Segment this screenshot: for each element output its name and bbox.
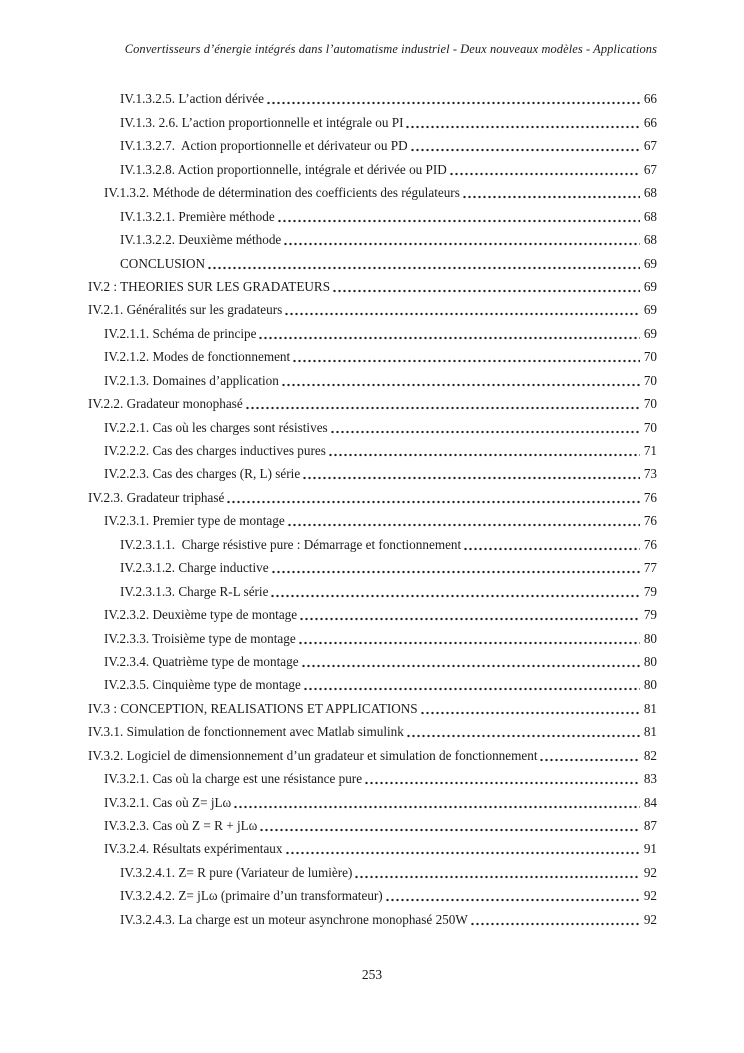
toc-entry-title: IV.2.3. Gradateur triphasé: [88, 489, 225, 505]
toc-entry-page: 80: [643, 677, 657, 693]
toc-entry: [88, 553, 657, 576]
toc-entry: [88, 154, 657, 177]
toc-entry-page: 67: [643, 138, 657, 154]
toc-entry: [88, 201, 657, 224]
toc-entry: [88, 295, 657, 318]
toc-entry-title: IV.1.3.2.7. Action proportionnelle et dérivateur ou PD: [120, 138, 408, 154]
dot-leader: [301, 655, 640, 670]
toc-entry-page: 92: [643, 888, 657, 904]
dot-leader: [283, 233, 640, 248]
toc-entry-title: IV.1.3.2.5. L’action dérivée: [120, 91, 264, 107]
toc-entry-title: IV.2.1.3. Domaines d’application: [104, 372, 279, 388]
toc-entry-title: IV.2.3.1.1. Charge résistive pure : Démarrage et fonctionnement: [120, 536, 462, 552]
toc-entry: [88, 459, 657, 482]
toc-entry-page: 69: [643, 255, 657, 271]
toc-entry-page: 73: [643, 466, 657, 482]
toc-entry-title: IV.1.3.2.8. Action proportionnelle, intégrale et dérivée ou PID: [120, 161, 447, 177]
toc-entry-page: 84: [643, 794, 657, 810]
toc-entry-page: 67: [643, 161, 657, 177]
toc-entry-page: 87: [643, 818, 657, 833]
toc-entry-page: 77: [643, 560, 657, 576]
toc-entry-title: IV.2.3.1.2. Charge inductive: [120, 560, 269, 576]
toc-entry: [88, 365, 657, 388]
toc-entry: [88, 506, 657, 529]
toc-entry: [88, 178, 657, 201]
dot-leader: [271, 561, 640, 576]
toc-entry-page: 76: [643, 489, 657, 505]
dot-leader: [270, 585, 640, 600]
toc-entry: [88, 787, 657, 810]
dot-leader: [405, 116, 640, 131]
toc-entry-page: 69: [643, 325, 657, 341]
toc-entry-page: 79: [643, 607, 657, 623]
toc-entry: [88, 623, 657, 646]
toc-entry: [88, 647, 657, 670]
dot-leader: [385, 889, 640, 904]
toc-entry-title: IV.1.3.2.1. Première méthode: [120, 208, 275, 224]
toc-entry-title: IV.2.1. Généralités sur les gradateurs: [88, 302, 283, 318]
dot-leader: [292, 350, 640, 365]
toc-entry-page: 80: [643, 653, 657, 669]
toc-entry: [88, 84, 657, 107]
toc-entry-title: IV.1.3.2.2. Deuxième méthode: [120, 232, 282, 248]
dot-leader: [332, 280, 640, 295]
dot-leader: [298, 632, 640, 647]
toc-entry-page: 81: [643, 724, 657, 740]
toc-entry: [88, 717, 657, 740]
toc-entry: [88, 342, 657, 365]
toc-entry: [88, 389, 657, 412]
dot-leader: [207, 257, 640, 272]
dot-leader: [449, 163, 640, 178]
toc-entry: [88, 412, 657, 435]
toc-entry-title: IV.2.3.5. Cinquième type de montage: [104, 677, 301, 693]
dot-leader: [259, 819, 640, 834]
toc-entry-page: 69: [643, 278, 657, 294]
toc-entry: [88, 764, 657, 787]
toc-entry-title: IV.3.1. Simulation de fonctionnement avec Matlab simulink: [88, 724, 404, 740]
toc-entry-page: 66: [643, 91, 657, 107]
toc-entry-page: 76: [643, 536, 657, 552]
toc-entry-title: IV.3.2.1. Cas où Z= jLω: [104, 794, 232, 810]
toc-entry-title: IV.2.2. Gradateur monophasé: [88, 396, 243, 412]
toc-entry-page: 92: [643, 911, 657, 927]
toc-entry-title: IV.2.3.3. Troisième type de montage: [104, 630, 296, 646]
toc-entry-title: IV.2.1.1. Schéma de principe: [104, 325, 257, 341]
toc-entry-page: 82: [643, 747, 657, 763]
toc-entry: [88, 811, 657, 834]
toc-entry-page: 70: [643, 419, 657, 435]
toc-entry-page: 91: [643, 841, 657, 857]
running-header: Convertisseurs d’énergie intégrés dans l’automatisme industriel - Deux nouveaux modèles - Applications: [124, 42, 657, 56]
dot-leader: [281, 374, 640, 389]
toc-entry-page: 70: [643, 372, 657, 388]
toc-entry: [88, 881, 657, 904]
toc-entry-page: 79: [643, 583, 657, 599]
toc-entry-page: 76: [643, 513, 657, 529]
toc-entry-page: 68: [643, 232, 657, 248]
toc-entry-title: IV.2.2.1. Cas où les charges sont résistives: [104, 419, 328, 435]
toc-entry-page: 66: [643, 114, 657, 130]
dot-leader: [364, 772, 640, 787]
dot-leader: [303, 678, 640, 693]
footer-page-number: 253: [361, 967, 383, 982]
toc-entry-title: IV.2.3.2. Deuxième type de montage: [104, 607, 298, 623]
toc-entry-title: IV.3.2.4. Résultats expérimentaux: [104, 841, 283, 857]
dot-leader: [226, 491, 640, 506]
dot-leader: [299, 608, 640, 623]
toc-entry: [88, 482, 657, 505]
toc-entry-title: IV.3.2. Logiciel de dimensionnement d’un gradateur et simulation de fonctionnement: [88, 747, 538, 763]
dot-leader: [539, 749, 640, 764]
dot-leader: [266, 92, 640, 107]
toc-entry: [88, 600, 657, 623]
toc-entry-title: IV.1.3.2. Méthode de détermination des coefficients des régulateurs: [104, 185, 460, 201]
toc-entry: [88, 693, 657, 716]
toc-entry-title: IV.1.3. 2.6. L’action proportionnelle et intégrale ou PI: [120, 114, 404, 130]
toc-entry: [88, 857, 657, 880]
toc-entry-page: 69: [643, 302, 657, 318]
toc-entry: [88, 272, 657, 295]
dot-leader: [233, 796, 640, 811]
toc-entry-title: IV.2.2.2. Cas des charges inductives pures: [104, 443, 326, 458]
toc-entry: [88, 131, 657, 154]
dot-leader: [284, 303, 640, 318]
toc-entry: [88, 436, 657, 459]
toc-entry-page: 70: [643, 349, 657, 365]
dot-leader: [328, 444, 640, 459]
dot-leader: [285, 842, 641, 857]
dot-leader: [245, 397, 640, 412]
toc-entry-title: IV.2.3.1.3. Charge R-L série: [120, 583, 269, 599]
dot-leader: [410, 139, 640, 154]
dot-leader: [287, 514, 640, 529]
toc-entry-title: IV.3 : CONCEPTION, REALISATIONS ET APPLICATIONS: [88, 700, 418, 716]
toc-list: [88, 84, 657, 928]
toc-entry: [88, 248, 657, 271]
toc-entry-title: IV.3.2.4.1. Z= R pure (Variateur de lumière): [120, 864, 353, 880]
toc-entry: [88, 834, 657, 857]
toc-entry-page: 92: [643, 864, 657, 880]
dot-leader: [258, 327, 640, 342]
toc-entry-page: 71: [643, 443, 657, 458]
dot-leader: [354, 866, 640, 881]
toc-entry-title: IV.3.2.4.2. Z= jLω (primaire d’un transformateur): [120, 888, 383, 904]
toc-entry-title: IV.3.2.1. Cas où la charge est une résistance pure: [104, 771, 363, 787]
toc-entry-title: CONCLUSION: [120, 255, 205, 271]
toc-entry: [88, 225, 657, 248]
toc-entry-title: IV.2.2.3. Cas des charges (R, L) série: [104, 466, 301, 482]
dot-leader: [406, 725, 640, 740]
toc-entry-title: IV.2.3.4. Quatrième type de montage: [104, 653, 299, 669]
toc-entry: [88, 107, 657, 130]
toc-entry-page: 68: [643, 208, 657, 224]
toc-entry-page: 70: [643, 396, 657, 412]
toc-entry-title: IV.2 : THEORIES SUR LES GRADATEURS: [88, 278, 331, 294]
toc-entry: [88, 670, 657, 693]
toc-entry: [88, 740, 657, 763]
dot-leader: [420, 702, 640, 717]
toc-entry-page: 83: [643, 771, 657, 787]
toc-entry: [88, 576, 657, 599]
toc-entry: [88, 318, 657, 341]
toc-entry-page: 81: [643, 700, 657, 716]
dot-leader: [277, 210, 640, 225]
dot-leader: [302, 467, 640, 482]
dot-leader: [470, 913, 640, 928]
toc-entry-title: IV.3.2.3. Cas où Z = R + jLω: [104, 818, 258, 833]
toc-entry-page: 80: [643, 630, 657, 646]
toc-entry-page: 68: [643, 185, 657, 201]
toc-entry: [88, 904, 657, 927]
dot-leader: [463, 538, 640, 553]
dot-leader: [462, 186, 640, 201]
dot-leader: [330, 421, 640, 436]
toc-entry-title: IV.2.3.1. Premier type de montage: [104, 513, 285, 529]
toc-entry-title: IV.3.2.4.3. La charge est un moteur asynchrone monophasé 250W: [120, 911, 468, 927]
toc-entry: [88, 529, 657, 552]
toc-entry-title: IV.2.1.2. Modes de fonctionnement: [104, 349, 291, 365]
